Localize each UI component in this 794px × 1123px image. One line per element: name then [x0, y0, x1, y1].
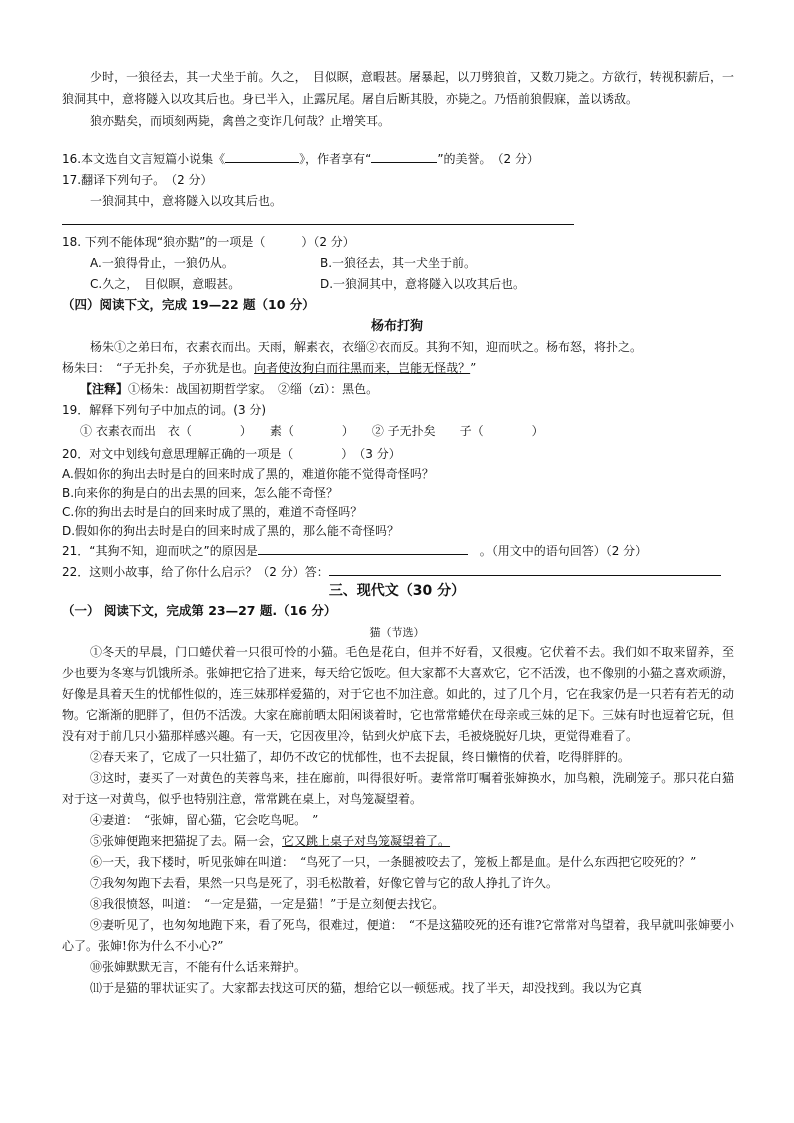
section-4-heading: （四）阅读下文，完成 19—22 题（10 分）	[62, 297, 315, 312]
cat-underlined-sentence: 它又跳上桌子对鸟笼凝望着了。	[282, 834, 451, 848]
cat-paragraph-4: ④妻道： “张婶，留心猫，它会吃鸟呢。 ”	[90, 813, 319, 827]
cat-paragraph-2: ②春天来了，它成了一只壮猫了，却仍不改它的忧郁性，也不去捉鼠，终日懒惰的伏着，吃得胖胖的。	[90, 750, 631, 764]
wolf-passage	[62, 66, 734, 132]
cat-paragraph-9: ⑨妻听见了，也匆匆地跑下来，看了死鸟，很难过，便道： “不是这猫咬死的还有谁?它常常对鸟望着，我早就叫张婶要小心了。张婶!你为什么不小心?”	[62, 918, 734, 953]
q22-answer-blank[interactable]	[329, 563, 721, 576]
yangbu-title: 杨布打狗	[370, 319, 423, 334]
q16-blank-1[interactable]	[225, 150, 299, 163]
notes-label: 【注释】	[80, 382, 129, 396]
q21-answer-blank[interactable]	[258, 542, 468, 555]
question-18: 18. 下列不能体现“狼亦黠”的一项是（ ）（2 分）	[62, 235, 355, 249]
yangbu-notes: 【注释】①杨朱：战国初期哲学家。 ②缁（zī）：黑色。	[80, 382, 379, 396]
q17-answer-line[interactable]	[62, 224, 574, 225]
cat-passage	[62, 642, 734, 999]
cat-paragraph-5: ⑤张婶便跑来把猫捉了去。隔一会，它又跳上桌子对鸟笼凝望着了。	[90, 834, 451, 848]
cat-paragraph-11: ⑾于是猫的罪状证实了。大家都去找这可厌的猫，想给它以一顿惩戒。找了半天，却没找到。我以为它真	[90, 981, 643, 995]
cat-paragraph-1: ①冬天的早晨，门口蜷伏着一只很可怜的小猫。毛色是花白，但并不好看，又很瘦。它伏着不去。我们如不取来留养，至少也要为冬寒与饥饿所杀。张婶把它拾了进来，每天给它饭吃。但大家都不大喜欢它，它不活泼，也不像别的小猫之喜欢顽游，好像是具着天生的忧郁性似的，连三妹那样爱猫的，对于它也不加注意。如此的，过了几个月，它在我家仍是一只若有若无的动物。它渐渐的肥胖了，但仍不活泼。大家在廊前晒太阳闲谈着时，它也常常蜷伏在母亲或三妹的足下。三妹有时也逗着它玩，但没有对于前几只小猫那样感兴趣。有一天，它因夜里冷，钻到火炉底下去，毛被烧脱好几块，更觉得难看了。	[62, 645, 735, 743]
yangbu-underlined-sentence: 向者使汝狗白而往黑而来，岂能无怪哉？	[254, 361, 471, 375]
section-3-heading: 三、现代文（30 分）	[328, 583, 466, 599]
cat-paragraph-6: ⑥一天，我下楼时，听见张婶在叫道： “鸟死了一只，一条腿被咬去了，笼板上都是血。是什么东西把它咬死的？”	[90, 855, 697, 869]
q20-option-d[interactable]: D.假如你的狗出去时是白的回来时成了黑的，那么能不奇怪吗？	[62, 524, 400, 538]
yangbu-paragraph-2: 杨朱曰： “子无扑矣，子亦犹是也。向者使汝狗白而往黑而来，岂能无怪哉？”	[62, 361, 477, 375]
cat-paragraph-7: ⑦我匆匆跑下去看，果然一只鸟是死了，羽毛松散着，好像它曾与它的敌人挣扎了许久。	[90, 876, 559, 890]
cat-paragraph-3: ③这时，妻买了一对黄色的芙蓉鸟来，挂在廊前，叫得很好听。妻常常叮嘱着张婶换水，加鸟粮，洗刷笼子。那只花白猫对于这一对黄鸟，似乎也特别注意，常常跳在桌上，对鸟笼凝望着。	[62, 771, 734, 806]
cat-title: 猫（节选）	[369, 626, 425, 639]
q18-option-d[interactable]: D.一狼洞其中，意将隧入以攻其后也。	[320, 277, 526, 291]
q18-option-b[interactable]: B.一狼径去，其一犬坐于前。	[320, 256, 477, 270]
cat-paragraph-10: ⑩张婶默默无言，不能有什么话来辩护。	[90, 960, 307, 974]
yangbu-paragraph-1: 杨朱①之弟曰布，衣素衣而出。天雨，解素衣，衣缁②衣而反。其狗不知，迎而吠之。杨布怒，将扑之。	[90, 340, 643, 354]
question-17: 17.翻译下列句子。 （2 分）	[62, 173, 213, 187]
wolf-paragraph-2: 狼亦黠矣，而顷刻两毙，禽兽之变诈几何哉？止增笑耳。	[90, 114, 391, 128]
part-1-heading: （一） 阅读下文，完成第 23—27 题.（16 分）	[62, 603, 337, 618]
question-21: 21．“其狗不知，迎而吠之”的原因是 。（用文中的语句回答）（2 分）	[62, 544, 648, 558]
q18-option-c[interactable]: C.久之， 目似瞑，意暇甚。	[90, 277, 241, 291]
q18-option-a[interactable]: A.一狼得骨止，一狼仍从。	[90, 256, 234, 270]
q20-option-b[interactable]: B.向来你的狗是白的出去黑的回来，怎么能不奇怪？	[62, 486, 339, 500]
q19-items[interactable]: ① 衣素衣而出 衣（ ） 素（ ） ② 子无扑矣 子（ ）	[80, 424, 544, 438]
q20-option-c[interactable]: C.你的狗出去时是白的回来时成了黑的，难道不奇怪吗？	[62, 505, 363, 519]
question-22: 22．这则小故事，给了你什么启示？（2 分）答：	[62, 563, 721, 580]
question-16: 16.本文选自文言短篇小说集《 》，作者享有“ ”的美誉。 （2 分）	[62, 152, 539, 166]
question-19: 19．解释下列句子中加点的词。(3 分)	[62, 403, 267, 417]
q16-blank-2[interactable]	[371, 150, 437, 163]
q20-option-a[interactable]: A.假如你的狗出去时是白的回来时成了黑的，难道你能不觉得奇怪吗？	[62, 467, 434, 481]
wolf-paragraph-1: 少时，一狼径去，其一犬坐于前。久之， 目似瞑，意暇甚。屠暴起，以刀劈狼首，又数刀毙之。方欲行，转视积薪后，一狼洞其中，意将隧入以攻其后也。身已半入，止露尻尾。屠自后断其股，亦毙之。乃悟前狼假寐，盖以诱敌。	[62, 70, 734, 106]
question-20: 20．对文中划线句意思理解正确的一项是（ ） （3 分）	[62, 447, 401, 461]
q17-sentence: 一狼洞其中，意将隧入以攻其后也。	[90, 194, 283, 208]
cat-paragraph-8: ⑧我很愤怒，叫道： “一定是猫，一定是猫！”于是立刻便去找它。	[90, 897, 445, 911]
